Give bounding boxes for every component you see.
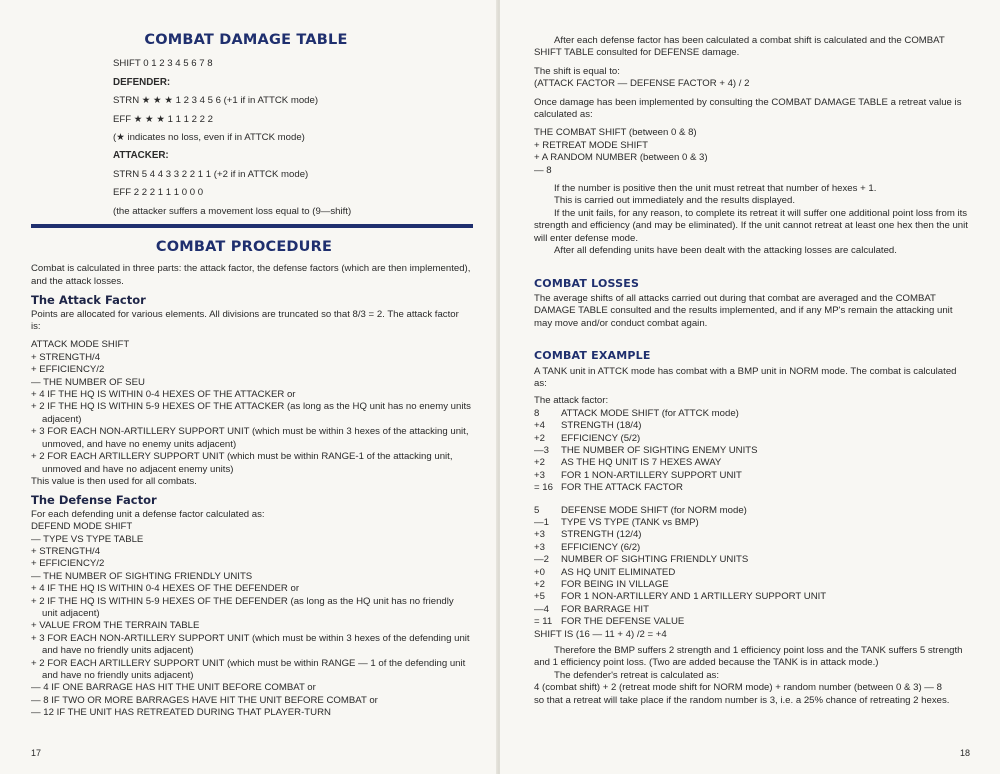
list-item: + 3 FOR EACH NON-ARTILLERY SUPPORT UNIT (which must be within 3 hexes of the attacking unit, unmoved, and have no enemy units adjacent) (31, 426, 469, 450)
example-row-text: THE NUMBER OF SIGHTING ENEMY UNITS (561, 444, 758, 456)
example-row (534, 433, 970, 445)
list-item: — THE NUMBER OF SIGHTING FRIENDLY UNITS (31, 570, 253, 582)
list-item: + STRENGTH/4 (31, 545, 101, 557)
list-item: DEFEND MODE SHIFT (31, 521, 133, 533)
example-row-value: —3 (534, 444, 549, 456)
example-row (534, 408, 970, 420)
paragraph: After all defending units have been dealt with the attacking losses are calculated. (554, 245, 897, 257)
attack-factor-heading: The Attack Factor (31, 293, 146, 308)
paragraph: The defender's retreat is calculated as: (554, 669, 720, 681)
example-row-value: +3 (534, 529, 545, 541)
example-row-text: FOR THE ATTACK FACTOR (561, 482, 683, 494)
example-row-value: = 16 (534, 482, 553, 494)
example-row-text: EFFICIENCY (6/2) (561, 541, 641, 553)
list-item: + 2 IF THE HQ IS WITHIN 5-9 HEXES OF THE ATTACKER (as long as the HQ unit has no enemy units adjacent) (31, 401, 471, 425)
example-row-value: +5 (534, 591, 545, 603)
page-number-left: 17 (31, 748, 42, 758)
example-row (534, 591, 970, 603)
example-row (534, 616, 970, 628)
example-row (534, 579, 970, 591)
example-row-text: FOR 1 NON-ARTILLERY SUPPORT UNIT (561, 469, 742, 481)
example-row (534, 420, 970, 432)
example-row-text: TYPE VS TYPE (TANK vs BMP) (561, 517, 699, 528)
combat-example-heading: COMBAT EXAMPLE (534, 349, 651, 363)
paragraph: If the number is positive then the unit must retreat that number of hexes + 1. (554, 183, 877, 195)
example-row-text: ATTACK MODE SHIFT (for ATTCK mode) (561, 407, 739, 419)
page-number-right: 18 (960, 748, 971, 758)
example-row (534, 604, 970, 616)
procedure-intro: Combat is calculated in three parts: the attack factor, the defense factors (which are then implemented), and the attack losses. (31, 263, 471, 287)
shift-result: SHIFT IS (16 — 11 + 4) /2 = +4 (534, 628, 667, 640)
paragraph: The shift is equal to: (534, 65, 620, 77)
paragraph: so that a retreat will take place if the random number is 3, i.e. a 25% chance of retreating 2 hexes. (534, 694, 950, 706)
example-row-text: AS HQ UNIT ELIMINATED (561, 566, 676, 578)
list-item: + STRENGTH/4 (31, 351, 101, 363)
list-item: THE COMBAT SHIFT (between 0 & 8) (534, 127, 697, 139)
list-item: This value is then used for all combats. (31, 475, 197, 487)
example-row-text: FOR BEING IN VILLAGE (561, 579, 669, 591)
example-row-value: +0 (534, 566, 545, 578)
example-row-value: 5 (534, 504, 540, 516)
example-row-value: +4 (534, 420, 545, 432)
example-row (534, 554, 970, 566)
paragraph: After each defense factor has been calculated a combat shift is calculated and the COMBAT SHIFT TABLE consulted for DEFENSE damage. (534, 35, 945, 59)
list-item: + 2 FOR EACH ARTILLERY SUPPORT UNIT (which must be within RANGE-1 of the attacking unit, unmoved and have no adjacent enemy units) (31, 451, 453, 475)
example-row-text: STRENGTH (12/4) (561, 529, 642, 541)
list-item: + RETREAT MODE SHIFT (534, 139, 648, 151)
paragraph: 4 (combat shift) + 2 (retreat mode shift for NORM mode) + random number (between 0 & 3) — 8 (534, 682, 942, 694)
table-line: EFF ★ ★ ★ 1 1 1 2 2 2 (113, 113, 213, 125)
table-line: ATTACKER: (113, 150, 169, 162)
list-item: ATTACK MODE SHIFT (31, 339, 130, 351)
combat-procedure (31, 241, 471, 720)
table-line: EFF 2 2 2 1 1 1 0 0 0 (113, 187, 204, 199)
list-item: + 4 IF THE HQ IS WITHIN 0-4 HEXES OF THE ATTACKER or (31, 389, 296, 401)
table-line: DEFENDER: (113, 76, 171, 88)
example-row (534, 517, 970, 529)
example-row (534, 445, 970, 457)
table-line: (the attacker suffers a movement loss equal to (9—shift) (113, 205, 352, 217)
combat-damage-table (31, 34, 471, 224)
example-row-text: FOR THE DEFENSE VALUE (561, 616, 685, 628)
table-line: (★ indicates no loss, even if in ATTCK mode) (113, 132, 305, 144)
attack-factor-list (31, 339, 471, 488)
example-row-value: = 11 (534, 616, 553, 628)
example-row-text: AS THE HQ UNIT IS 7 HEXES AWAY (561, 457, 722, 469)
paragraph: Therefore the BMP suffers 2 strength and 1 efficiency point loss and the TANK suffers 5 strength and 1 efficiency point loss. (Two are added because the TANK is in attack mode.) (534, 645, 963, 669)
list-item: + EFFICIENCY/2 (31, 558, 105, 570)
list-item: + 2 FOR EACH ARTILLERY SUPPORT UNIT (which must be within RANGE — 1 of the defending unit and have no friendly units adjacent) (31, 657, 466, 681)
example-row-value: +2 (534, 579, 545, 591)
example-row (534, 542, 970, 554)
right-page (500, 0, 1000, 774)
example-row-value: —1 (534, 517, 549, 528)
example-row-value: —4 (534, 603, 549, 615)
example-row (534, 470, 970, 482)
example-row-text: FOR BARRAGE HIT (561, 603, 649, 615)
attack-factor-rows (534, 408, 970, 495)
example-row (534, 505, 970, 517)
example-row-text: STRENGTH (18/4) (561, 420, 642, 432)
defense-factor-rows (534, 505, 970, 629)
list-item: + 2 IF THE HQ IS WITHIN 5-9 HEXES OF THE DEFENDER (as long as the HQ unit has no friendly unit adjacent) (31, 595, 454, 619)
list-item: — 4 IF ONE BARRAGE HAS HIT THE UNIT BEFORE COMBAT or (31, 682, 316, 694)
table-line: STRN 5 4 4 3 3 2 2 1 1 (+2 if in ATTCK mode) (113, 168, 309, 180)
retreat-formula (534, 127, 970, 177)
combat-damage-table-title: COMBAT DAMAGE TABLE (144, 32, 348, 48)
table-line: STRN ★ ★ ★ 1 2 3 4 5 6 (+1 if in ATTCK mode) (113, 95, 319, 107)
defense-factor-heading: The Defense Factor (31, 493, 157, 508)
combat-shift-section (534, 35, 970, 707)
list-item: — THE NUMBER OF SEU (31, 376, 145, 388)
table-line: SHIFT 0 1 2 3 4 5 6 7 8 (113, 58, 213, 70)
formula: (ATTACK FACTOR — DEFENSE FACTOR + 4) / 2 (534, 78, 750, 90)
example-row (534, 529, 970, 541)
list-item: — 12 IF THE UNIT HAS RETREATED DURING THAT PLAYER-TURN (31, 707, 331, 719)
attack-factor-intro: Points are allocated for various elements. All divisions are truncated so that 8/3 = 2. The attack factor is: (31, 308, 459, 333)
list-item: + 3 FOR EACH NON-ARTILLERY SUPPORT UNIT (which must be within 3 hexes of the defending unit and have no friendly units adjacent) (31, 632, 470, 657)
example-row-text: NUMBER OF SIGHTING FRIENDLY UNITS (561, 554, 749, 566)
list-item: + EFFICIENCY/2 (31, 364, 105, 376)
example-row-text: EFFICIENCY (5/2) (561, 432, 641, 444)
attack-factor-label: The attack factor: (534, 395, 609, 407)
example-row (534, 457, 970, 469)
paragraph: If the unit fails, for any reason, to complete its retreat it will suffer one additional point loss from its strength and efficiency (and may be eliminated). If the unit cannot retreat at least one hex then the unit will enter defense mode. (534, 207, 968, 244)
section-divider (31, 224, 473, 228)
damage-table-body (31, 58, 471, 218)
combat-losses-heading: COMBAT LOSSES (534, 276, 640, 290)
example-row-value: +2 (534, 432, 545, 444)
list-item: — TYPE VS TYPE TABLE (31, 533, 144, 545)
list-item: + VALUE FROM THE TERRAIN TABLE (31, 620, 200, 632)
example-row-value: —2 (534, 554, 549, 566)
example-row (534, 567, 970, 579)
example-row-text: DEFENSE MODE SHIFT (for NORM mode) (561, 504, 747, 516)
list-item: — 8 IF TWO OR MORE BARRAGES HAVE HIT THE UNIT BEFORE COMBAT or (31, 694, 378, 706)
example-row (534, 482, 970, 494)
list-item: + A RANDOM NUMBER (between 0 & 3) (534, 152, 708, 164)
combat-procedure-title: COMBAT PROCEDURE (155, 239, 333, 255)
example-row-value: +2 (534, 457, 545, 469)
list-item: — 8 (534, 164, 552, 176)
example-intro: A TANK unit in ATTCK mode has combat with a BMP unit in NORM mode. The combat is calculated as: (534, 365, 957, 389)
left-page (0, 0, 498, 774)
example-row-text: FOR 1 NON-ARTILLERY AND 1 ARTILLERY SUPPORT UNIT (561, 591, 827, 603)
paragraph: Once damage has been implemented by consulting the COMBAT DAMAGE TABLE a retreat value is calculated as: (534, 96, 962, 121)
paragraph: This is carried out immediately and the results displayed. (554, 195, 796, 207)
example-row-value: +3 (534, 541, 545, 553)
combat-losses-text: The average shifts of all attacks carried out during that combat are averaged and the COMBAT DAMAGE TABLE consulted and the results implemented, and if any MP's remain the attacking unit may move and/or conduct combat again. (534, 292, 953, 329)
list-item: + 4 IF THE HQ IS WITHIN 0-4 HEXES OF THE DEFENDER or (31, 583, 300, 595)
defense-factor-list (31, 509, 471, 720)
example-row-value: +3 (534, 469, 545, 481)
example-row-value: 8 (534, 407, 540, 419)
list-item: For each defending unit a defense factor calculated as: (31, 508, 265, 520)
